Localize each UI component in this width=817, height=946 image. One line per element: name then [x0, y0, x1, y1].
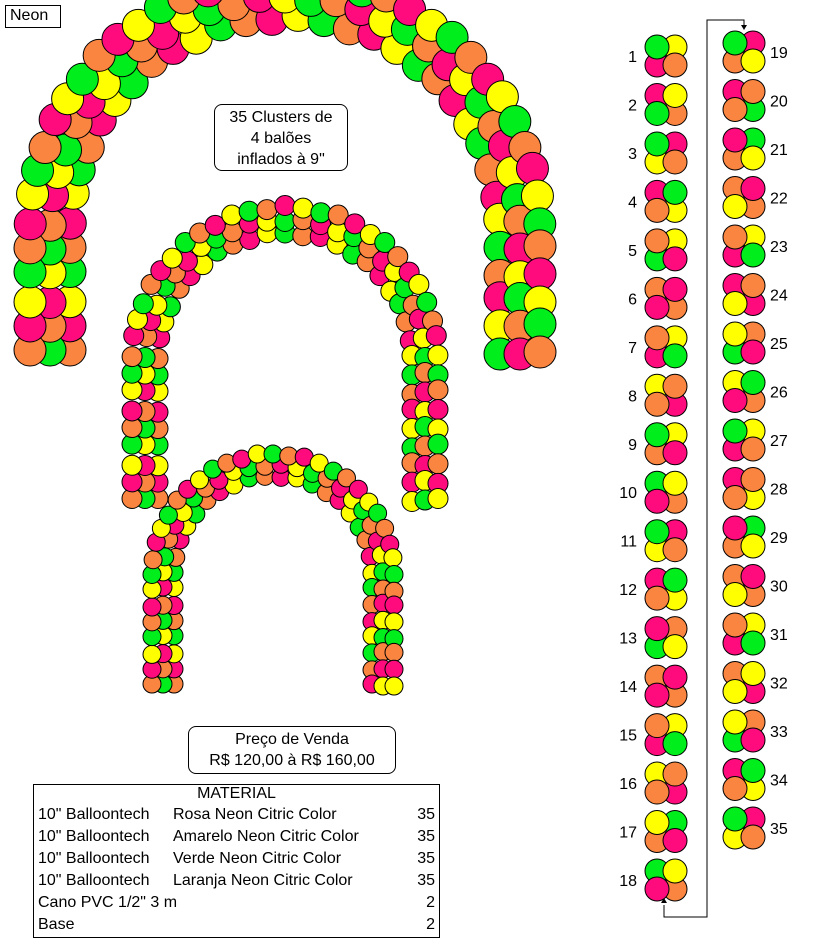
- cluster-balloon: [741, 534, 765, 558]
- arch-balloon: [133, 294, 153, 314]
- cluster-number: 19: [770, 45, 788, 62]
- cluster-10: [619, 471, 687, 513]
- cluster-balloon: [741, 728, 765, 752]
- material-qty: 35: [417, 872, 435, 889]
- cluster-number: 11: [620, 533, 637, 551]
- cluster-balloon: [645, 132, 669, 156]
- arch-balloon: [144, 551, 162, 569]
- material-brand: 10" Balloontech: [38, 806, 150, 823]
- cluster-balloon: [645, 326, 669, 350]
- arch-balloon: [524, 258, 556, 290]
- arch-balloon: [122, 455, 142, 475]
- cluster-balloon: [645, 520, 669, 544]
- cluster-balloon: [645, 877, 669, 901]
- cluster-balloon: [723, 419, 747, 443]
- cluster-balloon: [723, 292, 747, 316]
- cluster-number: 18: [619, 873, 637, 890]
- material-row: [34, 892, 439, 914]
- cluster-number: 24: [770, 287, 788, 305]
- cluster-balloon: [645, 35, 669, 59]
- cluster-28: [723, 468, 788, 510]
- cluster-31: [723, 613, 788, 655]
- cluster-balloon: [723, 583, 747, 607]
- small-arch: [143, 445, 403, 695]
- cluster-balloon: [723, 613, 747, 637]
- arch-balloon: [385, 613, 403, 631]
- arch-balloon: [428, 489, 448, 509]
- cluster-3: [628, 132, 687, 174]
- cluster-balloon: [741, 662, 765, 686]
- cluster-balloon: [645, 489, 669, 513]
- material-row: [34, 870, 439, 892]
- cluster-balloon: [663, 471, 687, 495]
- cluster-balloon: [663, 83, 687, 107]
- cluster-22: [723, 177, 788, 219]
- theme-tag: Neon: [5, 5, 61, 28]
- cluster-balloon: [645, 229, 669, 253]
- cluster-balloon: [645, 423, 669, 447]
- arch-balloon: [385, 596, 403, 614]
- cluster-number: 3: [628, 145, 637, 163]
- cluster-15: [619, 714, 687, 756]
- material-row: [34, 848, 439, 870]
- arch-balloon: [222, 205, 242, 225]
- cluster-balloon: [741, 146, 765, 170]
- cluster-balloon: [663, 665, 687, 689]
- arch-balloon: [426, 326, 446, 346]
- cluster-balloon: [723, 516, 747, 540]
- arch-balloon: [122, 401, 142, 421]
- cluster-balloon: [663, 374, 687, 398]
- arch-balloon: [239, 201, 259, 221]
- cluster-balloon: [723, 777, 747, 801]
- arch-balloon: [428, 380, 448, 400]
- arch-balloon: [524, 230, 556, 262]
- cluster-balloon: [723, 486, 747, 510]
- cluster-number: 16: [619, 776, 637, 794]
- arch-balloon: [385, 677, 403, 695]
- cluster-balloon: [741, 437, 765, 461]
- arch-balloon: [275, 196, 295, 216]
- arch-balloon: [516, 152, 548, 184]
- cluster-balloon: [741, 274, 765, 298]
- cluster-number: 13: [619, 630, 637, 648]
- cluster-5: [628, 229, 687, 271]
- material-item: Amarelo Neon Citric Color: [173, 828, 359, 845]
- material-qty: 35: [417, 850, 435, 867]
- cluster-balloon: [663, 277, 687, 301]
- cluster-balloon: [645, 617, 669, 641]
- info-line-2: 4 balões: [250, 130, 312, 147]
- cluster-balloon: [741, 49, 765, 73]
- material-qty: 35: [417, 828, 435, 845]
- price-value: R$ 120,00 à R$ 160,00: [209, 752, 375, 769]
- cluster-9: [628, 423, 687, 465]
- cluster-balloon: [645, 101, 669, 125]
- cluster-number: 34: [770, 772, 788, 790]
- cluster-balloon: [663, 635, 687, 659]
- cluster-26: [723, 371, 788, 413]
- material-brand: 10" Balloontech: [38, 828, 150, 845]
- arch-balloon: [29, 132, 61, 164]
- arch-balloon: [521, 180, 553, 212]
- cluster-18: [619, 859, 687, 901]
- material-qty: 2: [426, 894, 435, 911]
- arch-balloon: [384, 549, 402, 567]
- arch-balloon: [376, 519, 394, 537]
- cluster-number: 5: [628, 242, 637, 260]
- cluster-balloon: [723, 225, 747, 249]
- cluster-number: 27: [770, 433, 788, 450]
- cluster-33: [723, 710, 788, 752]
- cluster-balloon: [645, 198, 669, 222]
- cluster-balloon: [645, 392, 669, 416]
- cluster-number: 8: [628, 388, 637, 406]
- cluster-35: [723, 807, 788, 849]
- cluster-balloon: [741, 80, 765, 104]
- cluster-balloon: [741, 825, 765, 849]
- cluster-23: [723, 225, 788, 267]
- material-qty: 35: [417, 806, 435, 823]
- cluster-number: 28: [770, 481, 788, 499]
- arch-balloon: [122, 347, 142, 367]
- arch-balloon: [428, 399, 448, 419]
- cluster-number: 2: [628, 97, 637, 115]
- cluster-balloon: [741, 340, 765, 364]
- cluster-11: [620, 520, 687, 562]
- cluster-number: 23: [770, 239, 788, 256]
- cluster-32: [723, 662, 788, 704]
- cluster-number: 15: [619, 727, 637, 745]
- arch-balloon: [524, 308, 556, 340]
- cluster-number: 17: [619, 824, 637, 842]
- arch-balloon: [417, 292, 437, 312]
- cluster-balloon: [663, 538, 687, 562]
- cluster-number: 35: [770, 821, 788, 838]
- cluster-6: [628, 277, 687, 319]
- cluster-balloon: [663, 344, 687, 368]
- cluster-number: 32: [770, 675, 788, 693]
- cluster-balloon: [723, 807, 747, 831]
- price-title: Preço de Venda: [235, 731, 349, 748]
- cluster-balloon: [723, 680, 747, 704]
- cluster-balloon: [663, 859, 687, 883]
- cluster-29: [723, 516, 788, 558]
- cluster-number: 7: [628, 339, 637, 357]
- cluster-balloon: [723, 195, 747, 219]
- cluster-balloon: [741, 243, 765, 267]
- cluster-7: [628, 326, 687, 368]
- arch-balloon: [428, 345, 448, 365]
- material-item: Base: [38, 916, 75, 933]
- cluster-number: 4: [628, 194, 637, 212]
- cluster-19: [723, 31, 788, 73]
- arch-balloon: [409, 274, 429, 294]
- cluster-balloon: [723, 710, 747, 734]
- cluster-balloon: [645, 811, 669, 835]
- cluster-balloon: [723, 322, 747, 346]
- cluster-number: 22: [770, 190, 788, 208]
- cluster-balloon: [663, 762, 687, 786]
- cluster-20: [723, 80, 788, 122]
- cluster-24: [723, 274, 788, 316]
- material-row: [34, 804, 439, 826]
- arch-balloon: [14, 208, 46, 240]
- arch-balloon: [143, 598, 161, 616]
- cluster-34: [723, 759, 788, 801]
- cluster-balloon: [663, 568, 687, 592]
- cluster-number: 10: [619, 485, 637, 503]
- cluster-number: 25: [770, 336, 788, 353]
- arch-balloon: [524, 336, 556, 368]
- material-item: Rosa Neon Citric Color: [173, 806, 337, 823]
- arrow-head-end: [741, 25, 747, 30]
- cluster-16: [619, 762, 687, 804]
- cluster-13: [619, 617, 687, 659]
- cluster-list: [619, 31, 788, 901]
- cluster-balloon: [663, 53, 687, 77]
- cluster-30: [723, 565, 788, 607]
- cluster-8: [628, 374, 687, 416]
- material-item: Laranja Neon Citric Color: [173, 872, 353, 889]
- cluster-number: 9: [628, 436, 637, 454]
- arch-balloon: [143, 645, 161, 663]
- arch-balloon: [14, 286, 46, 318]
- arch-balloon: [264, 445, 282, 463]
- cluster-balloon: [663, 150, 687, 174]
- info-line-3: inflados à 9": [237, 151, 325, 168]
- cluster-number: 29: [770, 530, 788, 547]
- arch-balloon: [428, 434, 448, 454]
- arch-balloon: [385, 565, 403, 583]
- cluster-number: 20: [770, 93, 788, 111]
- cluster-number: 12: [619, 582, 637, 600]
- cluster-balloon: [741, 565, 765, 589]
- cluster-balloon: [645, 714, 669, 738]
- cluster-27: [723, 419, 788, 461]
- cluster-balloon: [741, 468, 765, 492]
- cluster-balloon: [663, 441, 687, 465]
- cluster-number: 14: [619, 679, 637, 697]
- cluster-balloon: [645, 295, 669, 319]
- cluster-info-box: [214, 104, 348, 171]
- arch-balloon: [257, 200, 277, 220]
- arch-balloon: [385, 660, 403, 678]
- cluster-number: 30: [770, 578, 788, 596]
- cluster-14: [619, 665, 687, 707]
- cluster-number: 21: [770, 142, 788, 159]
- cluster-balloon: [741, 759, 765, 783]
- cluster-balloon: [663, 829, 687, 853]
- arch-balloon: [385, 643, 403, 661]
- cluster-balloon: [723, 31, 747, 55]
- cluster-21: [723, 128, 788, 170]
- cluster-balloon: [663, 732, 687, 756]
- cluster-balloon: [741, 631, 765, 655]
- material-title: MATERIAL: [197, 785, 276, 802]
- arch-balloon: [293, 198, 313, 218]
- cluster-1: [628, 35, 687, 77]
- cluster-17: [619, 811, 687, 853]
- price-box: [188, 726, 396, 774]
- cluster-number: 33: [770, 724, 788, 741]
- cluster-balloon: [645, 586, 669, 610]
- cluster-4: [628, 180, 687, 222]
- material-table: [33, 784, 440, 938]
- cluster-number: 6: [628, 291, 637, 309]
- cluster-balloon: [723, 98, 747, 122]
- material-item: Verde Neon Citric Color: [173, 850, 342, 867]
- large-arch: [14, 0, 556, 370]
- material-row: [34, 914, 439, 936]
- info-line-1: 35 Clusters de: [229, 109, 333, 126]
- cluster-25: [723, 322, 788, 364]
- material-item: Cano PVC 1/2" 3 m: [38, 894, 178, 911]
- material-brand: 10" Balloontech: [38, 850, 150, 867]
- cluster-balloon: [645, 683, 669, 707]
- arch-balloon: [311, 203, 331, 223]
- cluster-balloon: [741, 177, 765, 201]
- cluster-balloon: [663, 247, 687, 271]
- cluster-12: [619, 568, 687, 610]
- cluster-balloon: [723, 128, 747, 152]
- cluster-balloon: [645, 780, 669, 804]
- cluster-number: 31: [770, 627, 788, 644]
- cluster-2: [628, 83, 687, 125]
- material-qty: 2: [426, 916, 435, 933]
- cluster-number: 1: [628, 49, 637, 66]
- arch-balloon: [428, 454, 448, 474]
- material-row: [34, 826, 439, 848]
- cluster-balloon: [741, 371, 765, 395]
- cluster-number: 26: [770, 384, 788, 402]
- cluster-balloon: [663, 180, 687, 204]
- material-brand: 10" Balloontech: [38, 872, 150, 889]
- cluster-balloon: [723, 389, 747, 413]
